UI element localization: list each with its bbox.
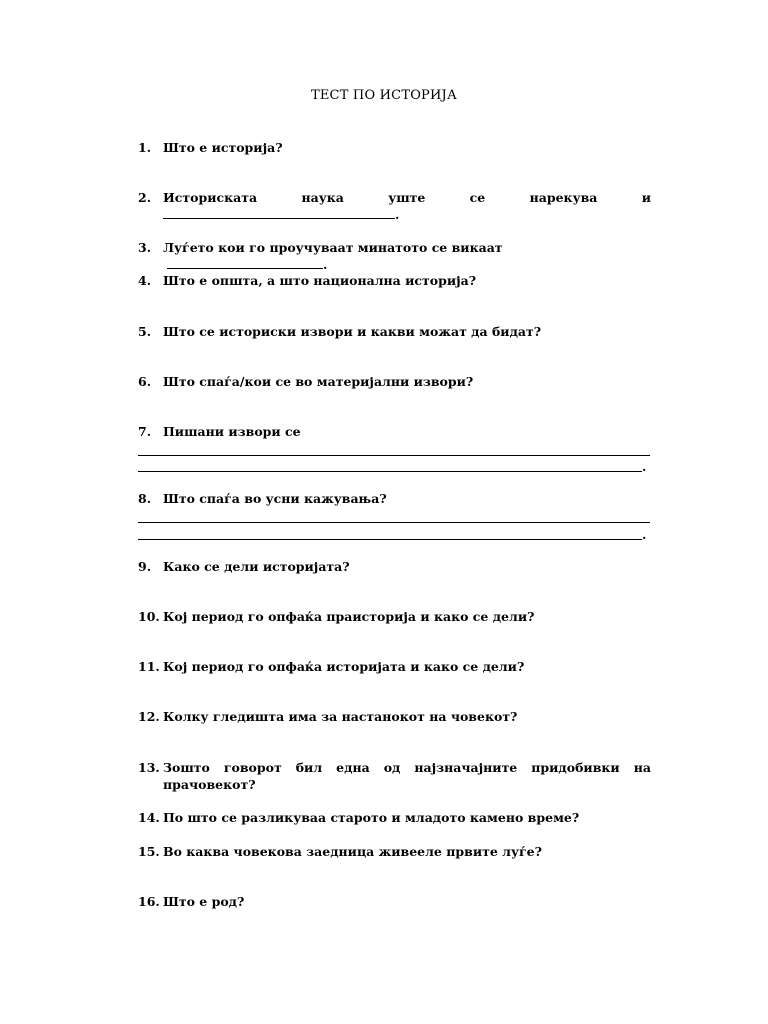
question-7 bbox=[138, 423, 651, 440]
question-11 bbox=[138, 658, 651, 675]
question-word: придобивки bbox=[531, 760, 620, 775]
question-16 bbox=[138, 893, 651, 910]
question-number: 1. bbox=[138, 140, 152, 155]
answer-line-row bbox=[163, 206, 651, 223]
question-text bbox=[163, 759, 651, 776]
question-text: Што се историски извори и какви можат да бидат? bbox=[163, 324, 542, 339]
page-title: ТЕСТ ПО ИСТОРИЈА bbox=[311, 88, 457, 103]
question-number: 12. bbox=[138, 709, 160, 724]
answer-blank[interactable] bbox=[167, 256, 323, 269]
question-number: 3. bbox=[138, 240, 152, 255]
question-word: од bbox=[383, 760, 401, 775]
question-word: говорот bbox=[223, 760, 282, 775]
question-text: По што се разликуваа старото и младото камено време? bbox=[163, 810, 580, 825]
answer-line[interactable] bbox=[138, 455, 650, 456]
question-14 bbox=[138, 809, 651, 826]
question-6 bbox=[138, 373, 651, 390]
question-text: Пишани извори се bbox=[163, 424, 301, 439]
question-2 bbox=[138, 189, 651, 223]
question-5 bbox=[138, 323, 651, 340]
question-number: 13. bbox=[138, 760, 160, 775]
question-word: бил bbox=[295, 760, 323, 775]
question-text: Кој период го опфаќа историјата и како се дели? bbox=[163, 659, 525, 674]
answer-end-period: . bbox=[395, 207, 400, 222]
answer-line[interactable] bbox=[138, 539, 642, 540]
question-text: Колку гледишта има за настанокот на човекот? bbox=[163, 709, 518, 724]
question-text: Што спаѓа/кои се во материјални извори? bbox=[163, 374, 474, 389]
question-word: и bbox=[641, 190, 651, 205]
answer-end-period: . bbox=[642, 459, 647, 474]
question-number: 16. bbox=[138, 894, 160, 909]
question-number: 2. bbox=[138, 190, 152, 205]
question-word: уште bbox=[388, 190, 426, 205]
answer-end-period: . bbox=[642, 527, 647, 542]
question-text: Што е историја? bbox=[163, 140, 283, 155]
question-text-continued: прачовекот? bbox=[163, 777, 256, 792]
question-word: Зошто bbox=[163, 760, 210, 775]
question-number: 10. bbox=[138, 609, 160, 624]
question-number: 7. bbox=[138, 424, 152, 439]
question-text: Луѓето кои го проучуваат минатото се викаат bbox=[163, 240, 503, 255]
answer-line[interactable] bbox=[138, 471, 642, 472]
question-text-row bbox=[163, 239, 651, 273]
question-8 bbox=[138, 490, 651, 507]
question-number: 6. bbox=[138, 374, 152, 389]
question-text: Кој период го опфаќа праисторија и како се дели? bbox=[163, 609, 535, 624]
question-number: 11. bbox=[138, 659, 160, 674]
question-number: 8. bbox=[138, 491, 152, 506]
question-text: Во каква човекова заедница живееле првите луѓе? bbox=[163, 844, 542, 859]
answer-line[interactable] bbox=[138, 522, 650, 523]
question-text: Што е род? bbox=[163, 894, 245, 909]
question-10 bbox=[138, 608, 651, 625]
question-13 bbox=[138, 759, 651, 793]
answer-end-period: . bbox=[323, 257, 328, 272]
question-number: 15. bbox=[138, 844, 160, 859]
question-4 bbox=[138, 272, 651, 289]
question-number: 14. bbox=[138, 810, 160, 825]
question-word: најзначајните bbox=[414, 760, 518, 775]
question-text bbox=[163, 189, 651, 206]
question-word: една bbox=[336, 760, 370, 775]
question-text: Што спаѓа во усни кажувања? bbox=[163, 491, 387, 506]
question-3 bbox=[138, 239, 651, 273]
question-word: на bbox=[633, 760, 651, 775]
question-1 bbox=[138, 139, 651, 156]
question-12 bbox=[138, 708, 651, 725]
question-word: нарекува bbox=[529, 190, 598, 205]
question-number: 5. bbox=[138, 324, 152, 339]
question-text: Како се дели историјата? bbox=[163, 559, 350, 574]
question-number: 9. bbox=[138, 559, 152, 574]
question-word: се bbox=[469, 190, 486, 205]
question-word: Историската bbox=[163, 190, 258, 205]
question-text: Што е општа, а што национална историја? bbox=[163, 273, 477, 288]
question-15 bbox=[138, 843, 651, 860]
answer-blank[interactable] bbox=[163, 206, 395, 219]
question-word: наука bbox=[301, 190, 344, 205]
question-number: 4. bbox=[138, 273, 152, 288]
question-9 bbox=[138, 558, 651, 575]
